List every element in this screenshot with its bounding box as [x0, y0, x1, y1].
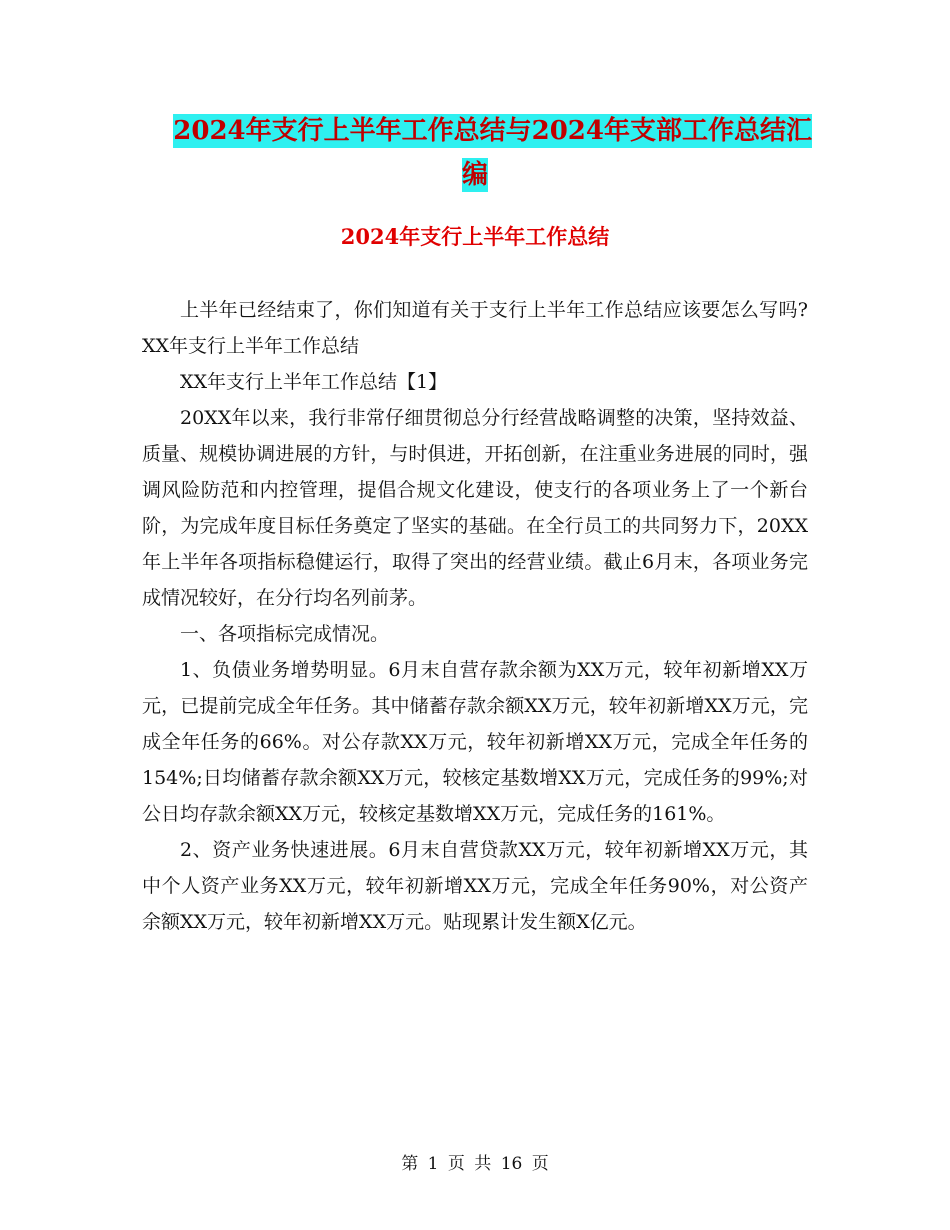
paragraph-subheading: XX年支行上半年工作总结【1】	[180, 371, 448, 393]
document-body	[142, 292, 808, 940]
document-title-continuation	[0, 154, 950, 196]
document-title	[140, 110, 812, 152]
paragraph-overview: 20XX年以来，我行非常仔细贯彻总分行经营战略调整的决策，坚持效益、质量、规模协调进展的方针，与时俱进，开拓创新，在注重业务进展的同时，强调风险防范和内控管理，提倡合规文化建设，使支行的各项业务上了一个新台阶，为完成年度目标任务奠定了坚实的基础。在全行员工的共同努力下，20XX年上半年各项指标稳健运行，取得了突出的经营业绩。截止6月末，各项业务完成情况较好，在分行均名列前茅。	[142, 407, 808, 609]
paragraph-liabilities: 1、负债业务增势明显。6月末自营存款余额为XX万元，较年初新增XX万元，已提前完成全年任务。其中储蓄存款余额XX万元，较年初新增XX万元，完成全年任务的66%。对公存款XX万元，较年初新增XX万元，完成全年任务的154%;日均储蓄存款余额XX万元，较核定基数增XX万元，完成任务的99%;对公日均存款余额XX万元，较核定基数增XX万元，完成任务的161%。	[142, 659, 808, 825]
document-title-line2: 编	[461, 160, 488, 190]
paragraph-assets: 2、资产业务快速进展。6月末自营贷款XX万元，较年初新增XX万元，其中个人资产业务XX万元，较年初新增XX万元，完成全年任务90%，对公资产余额XX万元，较年初新增XX万元。贴现累计发生额X亿元。	[142, 839, 808, 933]
section-title: 2024年支行上半年工作总结	[340, 224, 610, 249]
paragraph-heading-indicators: 一、各项指标完成情况。	[180, 623, 390, 645]
paragraph-intro: 上半年已经结束了，你们知道有关于支行上半年工作总结应该要怎么写吗?XX年支行上半年工作总结	[142, 299, 808, 357]
document-title-line1: 2024年支行上半年工作总结与2024年支部工作总结汇	[173, 116, 812, 146]
page-number-footer: 第 1 页 共 16 页	[401, 1154, 549, 1174]
